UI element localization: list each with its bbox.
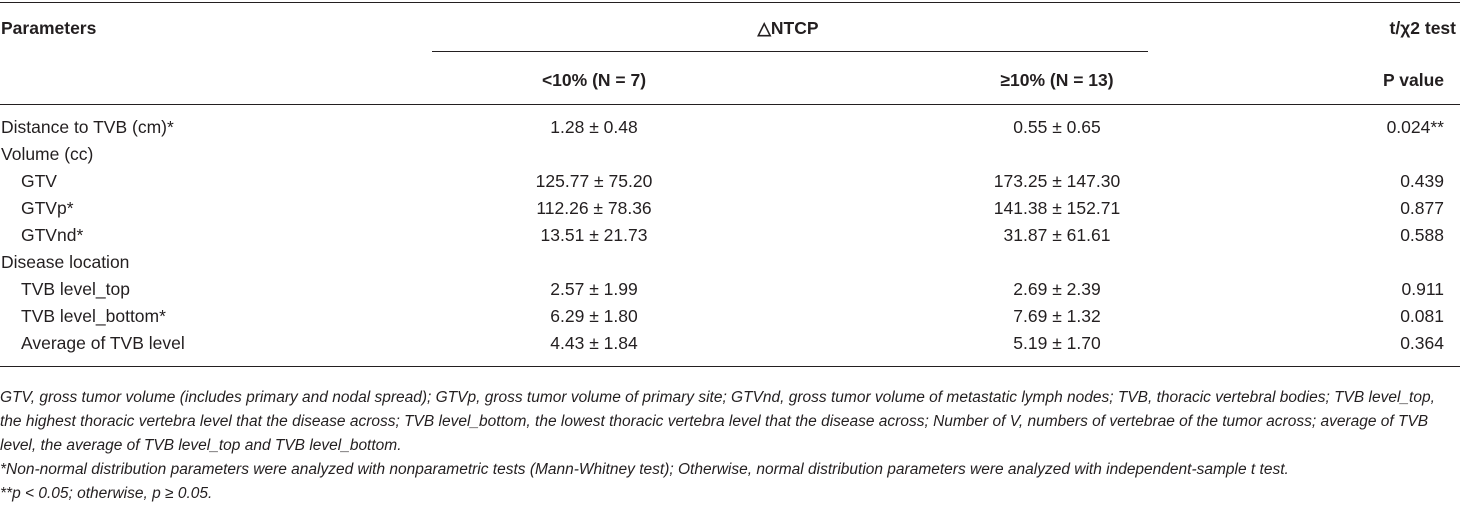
row-ge10-value: 173.25 ± 147.30 — [993, 171, 1121, 191]
footnote-significance: **p < 0.05; otherwise, p ≥ 0.05. — [0, 485, 213, 502]
row-ge10-value: 2.69 ± 2.39 — [1013, 279, 1101, 299]
row-ge10-value: 31.87 ± 61.61 — [1003, 225, 1111, 245]
row-label: TVB level_top — [21, 279, 130, 299]
row-p-value: 0.024** — [1386, 117, 1444, 137]
row-lt10-value: 6.29 ± 1.80 — [550, 306, 638, 326]
header-lt10: <10% (N = 7) — [541, 70, 647, 90]
row-label: GTVnd* — [21, 225, 84, 245]
header-group-rule — [432, 51, 1148, 52]
row-p-value: 0.588 — [1400, 225, 1444, 245]
row-label: Average of TVB level — [21, 333, 185, 353]
row-label: TVB level_bottom* — [21, 306, 166, 326]
row-p-value: 0.911 — [1401, 279, 1444, 299]
row-ge10-value: 141.38 ± 152.71 — [993, 198, 1121, 218]
row-label: Distance to TVB (cm)* — [1, 117, 174, 137]
row-section-label: Volume (cc) — [1, 144, 94, 164]
row-ge10-value: 5.19 ± 1.70 — [1013, 333, 1101, 353]
header-delta-ntcp: △NTCP — [757, 18, 819, 38]
table-bottom-rule — [0, 366, 1460, 367]
row-section-label: Disease location — [1, 252, 130, 272]
header-ge10: ≥10% (N = 13) — [1000, 70, 1114, 90]
row-lt10-value: 1.28 ± 0.48 — [550, 117, 638, 137]
row-lt10-value: 125.77 ± 75.20 — [535, 171, 653, 191]
row-lt10-value: 2.57 ± 1.99 — [550, 279, 638, 299]
header-parameters: Parameters — [1, 18, 97, 38]
table-footnotes — [0, 386, 1460, 506]
header-bottom-rule — [0, 104, 1460, 105]
header-test: t/χ2 test — [1389, 18, 1456, 38]
row-label: GTV — [21, 171, 57, 191]
row-p-value: 0.439 — [1400, 171, 1444, 191]
row-lt10-value: 112.26 ± 78.36 — [536, 198, 652, 218]
row-p-value: 0.364 — [1400, 333, 1444, 353]
row-lt10-value: 13.51 ± 21.73 — [540, 225, 648, 245]
footnote-abbreviations: GTV, gross tumor volume (includes primary and nodal spread); GTVp, gross tumor volume of primary site; GTVnd, gross tumor volume of metastatic lymph nodes; TVB, thoracic vertebral bodies; TVB level_top, the highest thoracic vertebra level that the disease across; TVB level_bottom, the lowest thoracic vertebra level that the disease across; Number of V, numbers of vertebrae of the tumor across; average of TVB level, the average of TVB level_top and TVB level_bottom. — [0, 389, 1435, 454]
row-lt10-value: 4.43 ± 1.84 — [550, 333, 638, 353]
row-label: GTVp* — [21, 198, 74, 218]
row-p-value: 0.081 — [1400, 306, 1444, 326]
footnote-nonparametric: *Non-normal distribution parameters were analyzed with nonparametric tests (Mann-Whitney test); Otherwise, normal distribution parameters were analyzed with independent-sample t test. — [0, 461, 1289, 478]
table-top-rule — [0, 2, 1460, 3]
row-ge10-value: 7.69 ± 1.32 — [1013, 306, 1101, 326]
row-ge10-value: 0.55 ± 0.65 — [1013, 117, 1101, 137]
row-p-value: 0.877 — [1400, 198, 1444, 218]
header-p-value: P value — [1383, 70, 1444, 90]
